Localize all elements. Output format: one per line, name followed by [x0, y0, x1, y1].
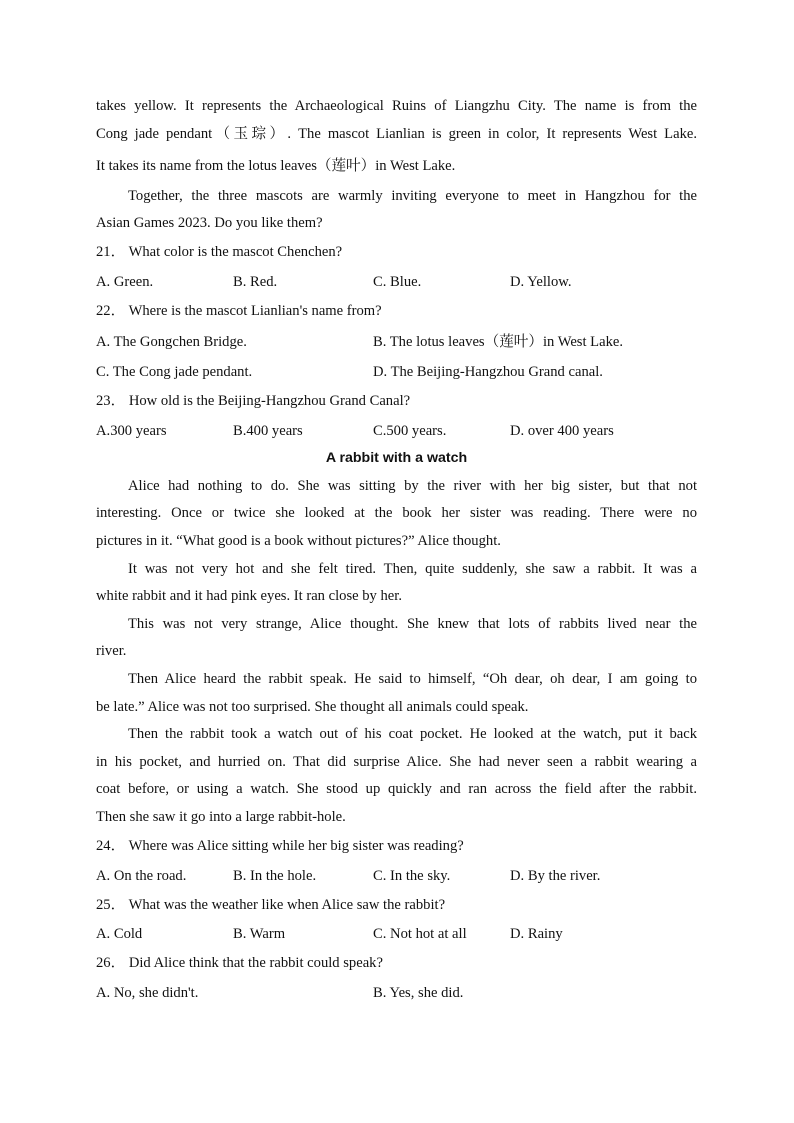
story-line: be late.” Alice was not too surprised. She thought all animals could speak.: [96, 699, 529, 715]
q21-option-a: A. Green.: [96, 274, 154, 290]
story-line: interesting. Once or twice she looked at the book her sister was reading. There were no: [96, 505, 697, 521]
passage-line: It takes its name from the lotus leaves（莲叶）in West Lake.: [96, 158, 456, 174]
story-line: coat before, or using a watch. She stood up quickly and ran across the field after the rabbit.: [96, 781, 697, 797]
q24-option-a: A. On the road.: [96, 868, 187, 884]
q26-option-a: A. No, she didn't.: [96, 985, 199, 1001]
q22-option-d: D. The Beijing-Hangzhou Grand canal.: [373, 364, 603, 380]
q23-option-b: B.400 years: [233, 423, 303, 439]
passage-line: Cong jade pendant（玉琮）. The mascot Lianlian is green in color, It represents West Lake.: [96, 126, 697, 142]
story-line: It was not very hot and she felt tired. Then, quite suddenly, she saw a rabbit. It was a: [128, 561, 697, 577]
story-line: pictures in it. “What good is a book without pictures?” Alice thought.: [96, 533, 501, 549]
q22-option-b: B. The lotus leaves（莲叶）in West Lake.: [373, 334, 623, 350]
q22-option-c: C. The Cong jade pendant.: [96, 364, 253, 380]
passage-line: takes yellow. It represents the Archaeological Ruins of Liangzhu City. The name is from the: [96, 98, 697, 114]
q25-option-b: B. Warm: [233, 926, 286, 942]
story-line: Then Alice heard the rabbit speak. He said to himself, “Oh dear, oh dear, I am going to: [128, 671, 697, 687]
story-line: white rabbit and it had pink eyes. It ran close by her.: [96, 588, 402, 604]
q25-option-c: C. Not hot at all: [373, 926, 467, 942]
q25-option-d: D. Rainy: [510, 926, 563, 942]
q21-option-c: C. Blue.: [373, 274, 422, 290]
question-25-stem: 25． What was the weather like when Alice saw the rabbit?: [96, 897, 446, 913]
q21-option-d: D. Yellow.: [510, 274, 572, 290]
story-line: in his pocket, and hurried on. That did surprise Alice. She had never seen a rabbit wearing a: [96, 754, 697, 770]
story-title: A rabbit with a watch: [325, 450, 468, 466]
q24-option-d: D. By the river.: [510, 868, 601, 884]
q26-option-b: B. Yes, she did.: [373, 985, 464, 1001]
story-line: Then the rabbit took a watch out of his coat pocket. He looked at the watch, put it back: [128, 726, 697, 742]
question-23-stem: 23． How old is the Beijing-Hangzhou Grand Canal?: [96, 393, 411, 409]
q23-option-c: C.500 years.: [373, 423, 447, 439]
passage-line: Asian Games 2023. Do you like them?: [96, 215, 323, 231]
q24-option-c: C. In the sky.: [373, 868, 451, 884]
story-line: river.: [96, 643, 127, 659]
story-line: Then she saw it go into a large rabbit-hole.: [96, 809, 346, 825]
q23-option-a: A.300 years: [96, 423, 167, 439]
question-22-stem: 22． Where is the mascot Lianlian's name from?: [96, 303, 382, 319]
q24-option-b: B. In the hole.: [233, 868, 317, 884]
question-24-stem: 24． Where was Alice sitting while her big sister was reading?: [96, 838, 464, 854]
question-26-stem: 26． Did Alice think that the rabbit could speak?: [96, 955, 383, 971]
story-line: This was not very strange, Alice thought. She knew that lots of rabbits lived near the: [128, 616, 697, 632]
question-21-stem: 21． What color is the mascot Chenchen?: [96, 244, 343, 260]
q22-option-a: A. The Gongchen Bridge.: [96, 334, 247, 350]
q25-option-a: A. Cold: [96, 926, 143, 942]
q21-option-b: B. Red.: [233, 274, 278, 290]
passage-line: Together, the three mascots are warmly inviting everyone to meet in Hangzhou for the: [128, 188, 697, 204]
story-line: Alice had nothing to do. She was sitting by the river with her big sister, but that not: [128, 478, 697, 494]
q23-option-d: D. over 400 years: [510, 423, 614, 439]
